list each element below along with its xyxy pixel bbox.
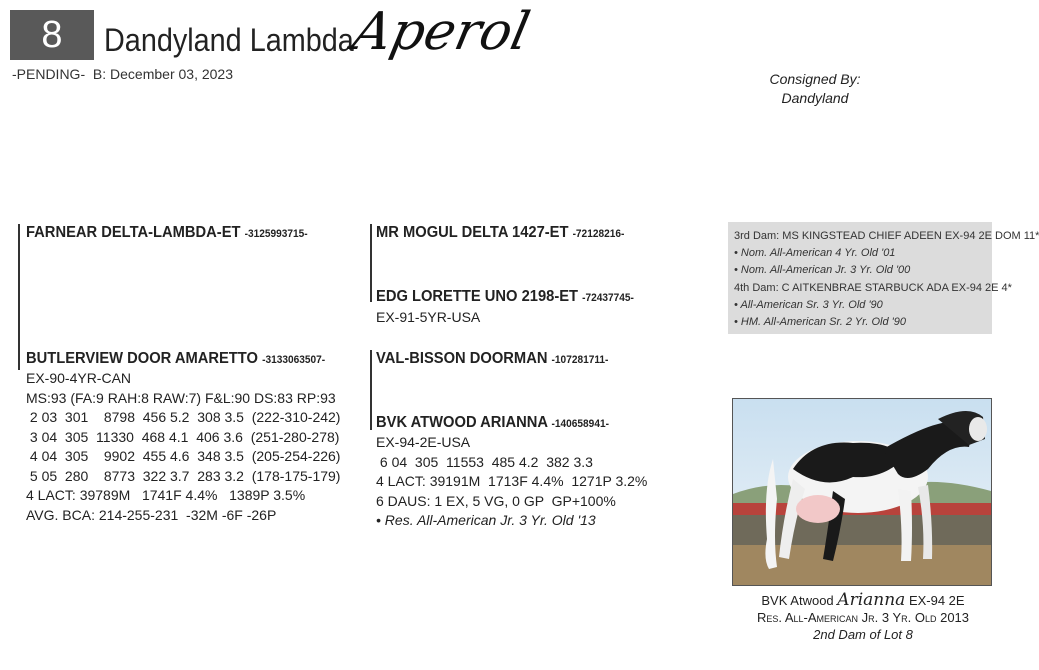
- paternal-granddam-block: [376, 288, 656, 328]
- sire-reg: -3125993715-: [244, 228, 308, 240]
- paternal-bracket: [370, 224, 372, 302]
- cow-photo-illustration: [733, 399, 991, 585]
- maternal-granddam-block: [376, 414, 647, 531]
- dam-name: BUTLERVIEW DOOR AMARETTO: [26, 350, 258, 367]
- info-award-line: • Nom. All-American Jr. 3 Yr. Old '00: [734, 264, 911, 277]
- maternal-granddam-reg: -140658941-: [551, 418, 609, 430]
- paternal-granddam-classification: EX-91-5YR-USA: [376, 309, 481, 325]
- sire-dam-bracket: [18, 224, 20, 370]
- status-text: -PENDING-: [12, 66, 86, 82]
- dam-block: [26, 350, 351, 525]
- dam-record: 2 03 301 8798 456 5.2 308 3.5 (222-310-242): [26, 409, 341, 425]
- dam-name-line: [26, 350, 325, 368]
- paternal-granddam-name-line: [376, 288, 634, 306]
- maternal-grandsire-reg: -107281711-: [551, 354, 609, 366]
- lot-title: Dandyland Lambda: [104, 22, 354, 58]
- consigned-label: Consigned By:: [769, 71, 861, 87]
- consignor-name: Dandyland: [781, 90, 849, 106]
- third-dam-line: 3rd Dam: MS KINGSTEAD CHIEF ADEEN EX-94 2E DOM 11*: [734, 230, 1039, 242]
- dam-record: 3 04 305 11330 468 4.1 406 3.6 (251-280-278): [26, 428, 340, 445]
- birth-date: B: December 03, 2023: [92, 66, 233, 82]
- maternal-bracket: [370, 350, 372, 430]
- caption-name-script: Arianna: [837, 590, 906, 610]
- lot-number-badge: 8: [10, 10, 94, 60]
- sire-name: FARNEAR DELTA-LAMBDA-ET: [26, 224, 241, 241]
- dam-record: 4 04 305 9902 455 4.6 348 3.5 (205-254-226): [26, 448, 341, 464]
- status-birth-line: [12, 66, 233, 82]
- dam-lact: 4 LACT: 39789M 1741F 4.4% 1389P 3.5%: [26, 487, 306, 503]
- paternal-grandsire-name-line: [376, 224, 624, 242]
- caption-name-pre: BVK Atwood: [761, 593, 834, 608]
- dam-classification: EX-90-4YR-CAN: [26, 370, 132, 386]
- dam-ms-line: MS:93 (FA:9 RAH:8 RAW:7) F&L:90 DS:83 RP:93: [26, 389, 336, 406]
- maternal-grandsire-name-line: [376, 350, 608, 368]
- maternal-granddam-lact: 4 LACT: 39191M 1713F 4.4% 1271P 3.2%: [376, 473, 648, 489]
- sire-block: [26, 224, 332, 242]
- dam-avg-bca: AVG. BCA: 214-255-231 -32M -6F -26P: [26, 506, 277, 523]
- maternal-granddam-daus: 6 DAUS: 1 EX, 5 VG, 0 GP GP+100%: [376, 492, 616, 509]
- cow-photo: [732, 398, 992, 586]
- paternal-granddam-name: EDG LORETTE UNO 2198-ET: [376, 288, 579, 305]
- dam-record: 5 05 280 8773 322 3.7 283 3.2 (178-175-179): [26, 467, 341, 484]
- maternal-granddam-name: BVK ATWOOD ARIANNA: [376, 414, 548, 431]
- info-award-line: • All-American Sr. 3 Yr. Old '90: [734, 298, 883, 311]
- caption-dam: 2nd Dam of Lot 8: [813, 627, 913, 642]
- paternal-granddam-reg: -72437745-: [582, 292, 634, 304]
- maternal-granddam-record: 6 04 305 11553 485 4.2 382 3.3: [376, 453, 593, 470]
- maternal-granddam-award: • Res. All-American Jr. 3 Yr. Old '13: [376, 512, 596, 528]
- maternal-granddam-name-line: [376, 414, 626, 432]
- maternal-grandsire-block: [376, 350, 629, 368]
- ancestry-info-box: [728, 222, 1039, 334]
- paternal-grandsire-name: MR MOGUL DELTA 1427-ET: [376, 224, 569, 241]
- caption-name-line: [732, 592, 994, 609]
- caption-award: Res. All-American Jr. 3 Yr. Old 2013: [756, 610, 970, 625]
- consigned-by: [760, 70, 870, 108]
- maternal-grandsire-name: VAL-BISSON DOORMAN: [376, 350, 548, 367]
- dam-reg: -3133063507-: [262, 354, 326, 366]
- lot-title-script: Aperol: [347, 2, 535, 62]
- fourth-dam-line: 4th Dam: C AITKENBRAE STARBUCK ADA EX-94 2E 4*: [734, 281, 1012, 294]
- info-award-line: • Nom. All-American 4 Yr. Old '01: [734, 247, 896, 260]
- paternal-grandsire-block: [376, 224, 646, 242]
- sire-name-line: [26, 224, 308, 242]
- photo-caption: [732, 592, 994, 643]
- maternal-granddam-classification: EX-94-2E-USA: [376, 434, 471, 450]
- info-award-line: • HM. All-American Sr. 2 Yr. Old '90: [734, 316, 907, 329]
- caption-score: EX-94 2E: [908, 593, 965, 608]
- paternal-grandsire-reg: -72128216-: [572, 228, 625, 240]
